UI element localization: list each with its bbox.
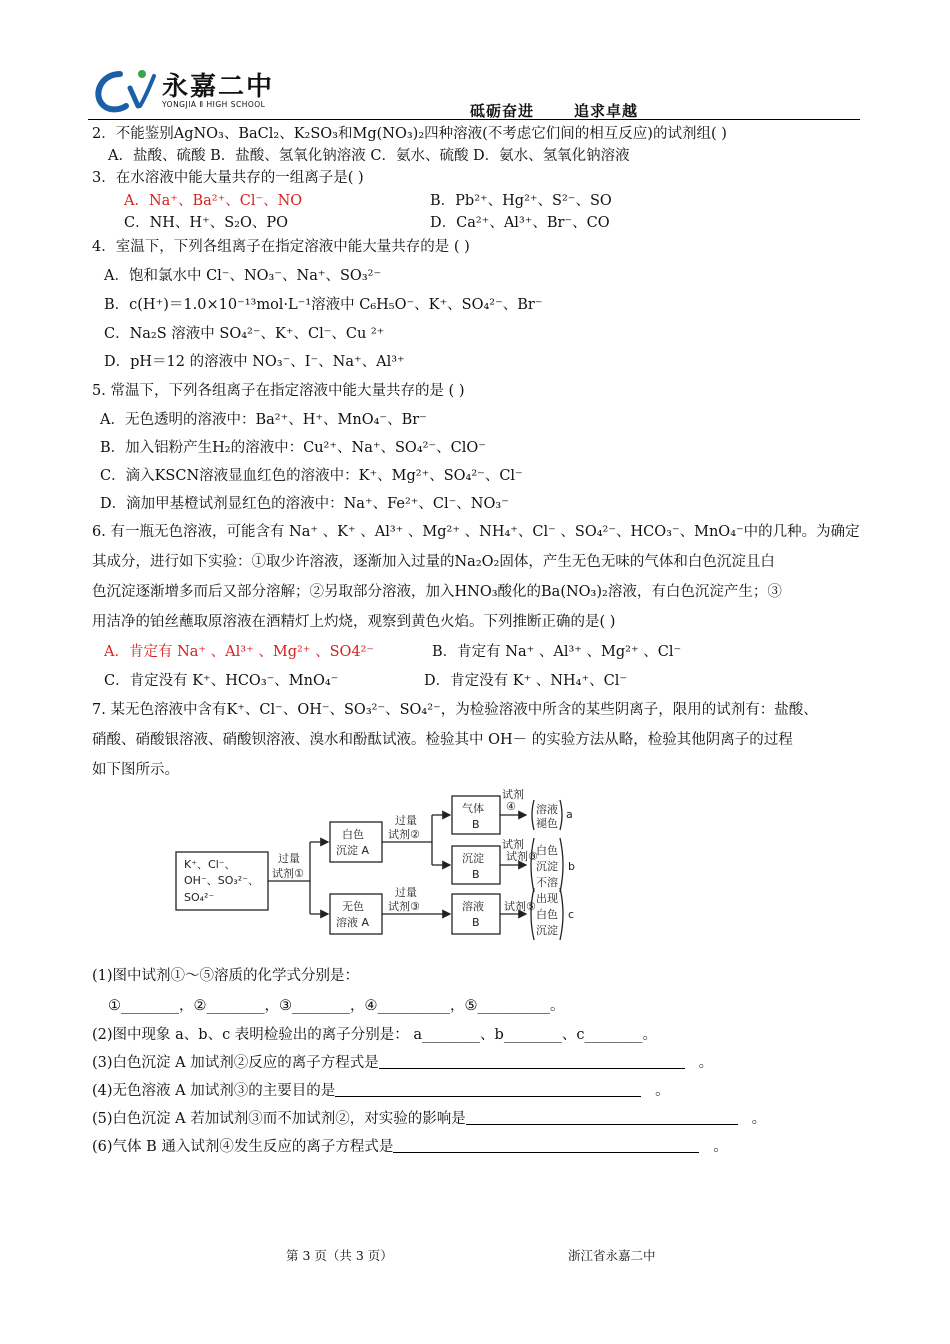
reagent-b-label-a: 试剂 <box>502 838 524 851</box>
answer-blank-3[interactable] <box>379 1054 685 1069</box>
q7-part-3 <box>92 1053 713 1073</box>
q5-option-d: D．滴加甲基橙试剂显红色的溶液中：Na⁺、Fe²⁺、Cl⁻、NO₃⁻ <box>100 496 509 512</box>
reagent-b-label-b: 试剂③ <box>506 850 538 863</box>
start-ions-2: OH⁻、SO₃²⁻、 <box>184 874 260 887</box>
answer-blank-4[interactable] <box>335 1082 641 1097</box>
colorless-a-2: 溶液 A <box>336 916 370 929</box>
q7-part-1-blanks: ①________，②________，③________，④__________，⑤__________。 <box>108 998 565 1014</box>
end-mark-6: 。 <box>713 1139 728 1155</box>
result-a-1: 溶液 <box>536 803 558 816</box>
q3-option-c: C．NH、H⁺、S₂O、PO <box>124 215 289 231</box>
result-a-2: 褪色 <box>536 817 558 830</box>
q6-option-b: B．肯定有 Na⁺ 、Al³⁺ 、Mg²⁺ 、Cl⁻ <box>432 644 682 660</box>
reagent4-label-b: ④ <box>506 800 516 813</box>
gas-b-1: 气体 <box>462 802 484 815</box>
q3-stem: 3．在水溶液中能大量共存的一组离子是( ) <box>92 170 364 186</box>
q7-part-5 <box>92 1109 766 1129</box>
reagent5-label: 试剂⑤ <box>504 900 536 913</box>
q7-part-6 <box>92 1137 728 1157</box>
reagent4-label-a: 试剂 <box>502 788 524 801</box>
result-c-2: 白色 <box>536 908 558 921</box>
q3-option-a: A．Na⁺、Ba²⁺、Cl⁻、NO <box>124 193 303 209</box>
q5-option-a: A．无色透明的溶液中：Ba²⁺、H⁺、MnO₄⁻、Br⁻ <box>100 412 427 428</box>
start-ions-3: SO₄²⁻ <box>184 891 215 904</box>
white-ppt-a-2: 沉淀 A <box>336 844 370 857</box>
q6-line-2: 其成分，进行如下实验：①取少许溶液，逐渐加入过量的Na₂O₂固体，产生无色无味的气体和白色沉淀且白 <box>92 554 775 570</box>
school-name-cn: 永嘉二中 <box>162 72 275 102</box>
end-mark-4: 。 <box>655 1083 670 1099</box>
ppt-b-1: 沉淀 <box>462 852 484 865</box>
q7-part-4-text: (4)无色溶液 A 加试剂③的主要目的是 <box>92 1083 336 1099</box>
result-b-2: 沉淀 <box>536 860 558 873</box>
q6-line-3: 色沉淀逐渐增多而后又部分溶解；②另取部分溶液，加入HNO₃酸化的Ba(NO₃)₂溶液，有白色沉淀产生；③ <box>92 584 782 600</box>
motto-2: 追求卓越 <box>574 102 639 120</box>
label-b: b <box>568 860 575 873</box>
q6-option-d: D．肯定没有 K⁺ 、NH₄⁺、Cl⁻ <box>424 673 628 689</box>
q4-option-a: A．饱和氯水中 Cl⁻、NO₃⁻、Na⁺、SO₃²⁻ <box>104 268 382 284</box>
q6-option-c: C．肯定没有 K⁺、HCO₃⁻、MnO₄⁻ <box>104 673 339 689</box>
gas-b-2: B <box>472 818 480 831</box>
q5-stem: 5. 常温下，下列各组离子在指定溶液中能大量共存的是 ( ) <box>92 383 465 399</box>
q3-option-d: D．Ca²⁺、Al³⁺、Br⁻、CO <box>430 215 610 231</box>
label-c: c <box>568 908 575 921</box>
school-name-en: YONGJIA Ⅱ HIGH SCHOOL <box>162 100 266 109</box>
q7-line-1: 7. 某无色溶液中含有K⁺、Cl⁻、OH⁻、SO₃²⁻、SO₄²⁻，为检验溶液中所含的某些阴离子，限用的试剂有：盐酸、 <box>92 702 818 718</box>
reagent3-label-a: 过量 <box>395 886 417 899</box>
start-ions-1: K⁺、Cl⁻、 <box>184 858 236 871</box>
answer-blank-5[interactable] <box>466 1110 738 1125</box>
q4-option-c: C．Na₂S 溶液中 SO₄²⁻、K⁺、Cl⁻、Cu ²⁺ <box>104 326 385 342</box>
q7-part-4 <box>92 1081 670 1101</box>
answer-blank-6[interactable] <box>393 1138 699 1153</box>
q7-line-2: 硝酸、硝酸银溶液、硝酸钡溶液、溴水和酚酞试液。检验其中 OH－ 的实验方法从略，检验其他阴离子的过程 <box>92 732 793 748</box>
q6-option-a: A．肯定有 Na⁺ 、Al³⁺ 、Mg²⁺ 、SO4²⁻ <box>104 644 375 660</box>
header-rule <box>88 119 860 120</box>
colorless-a-1: 无色 <box>342 900 364 913</box>
ppt-b-2: B <box>472 868 480 881</box>
result-b-1: 白色 <box>536 844 558 857</box>
sol-b-1: 溶液 <box>462 900 484 913</box>
reagent2-label-a: 过量 <box>395 814 417 827</box>
footer-school: 浙江省永嘉二中 <box>568 1248 656 1263</box>
q7-part-3-text: (3)白色沉淀 A 加试剂②反应的离子方程式是 <box>92 1055 379 1071</box>
q6-line-4: 用洁净的铂丝蘸取原溶液在酒精灯上灼烧，观察到黄色火焰。下列推断正确的是( ) <box>92 614 616 630</box>
q3-option-b: B．Pb²⁺、Hg²⁺、S²⁻、SO <box>430 193 612 209</box>
end-mark-5: 。 <box>751 1111 767 1127</box>
q4-stem: 4．室温下，下列各组离子在指定溶液中能大量共存的是 ( ) <box>92 239 470 255</box>
result-c-3: 沉淀 <box>536 924 558 937</box>
q2-stem: 2．不能鉴别AgNO₃、BaCl₂、K₂SO₃和Mg(NO₃)₂四种溶液(不考虑它们间的相互反应)的试剂组( ) <box>92 126 727 142</box>
reagent2-label-b: 试剂② <box>388 828 420 841</box>
footer-page: 第 3 页（共 3 页） <box>286 1248 393 1263</box>
white-ppt-a-1: 白色 <box>342 828 364 841</box>
q7-part-6-text: (6)气体 B 通入试剂④发生反应的离子方程式是 <box>92 1139 394 1155</box>
q7-line-3: 如下图所示。 <box>92 762 179 778</box>
q4-option-b: B．c(H⁺)＝1.0×10⁻¹³mol·L⁻¹溶液中 C₆H₅O⁻、K⁺、SO₄²⁻、Br⁻ <box>104 297 543 313</box>
q7-part-5-text: (5)白色沉淀 A 若加试剂③而不加试剂②，对实验的影响是 <box>92 1111 466 1127</box>
result-b-3: 不溶 <box>536 876 558 889</box>
label-a: a <box>566 808 573 821</box>
q6-line-1: 6. 有一瓶无色溶液，可能含有 Na⁺ 、K⁺ 、Al³⁺ 、Mg²⁺ 、NH₄⁺、Cl⁻ 、SO₄²⁻、HCO₃⁻、MnO₄⁻中的几种。为确定 <box>92 524 860 540</box>
result-c-1: 出现 <box>536 892 558 905</box>
motto-1: 砥砺奋进 <box>470 102 535 120</box>
q2-options: A．盐酸、硫酸 B．盐酸、氢氧化钠溶液 C．氨水、硫酸 D．氨水、氢氧化钠溶液 <box>108 148 630 164</box>
q7-part-1: (1)图中试剂①～⑤溶质的化学式分别是： <box>92 968 360 984</box>
sol-b-2: B <box>472 916 480 929</box>
reagent1-label-b: 试剂① <box>272 867 304 880</box>
reagent1-label-a: 过量 <box>278 852 300 865</box>
q4-option-d: D．pH＝12 的溶液中 NO₃⁻、I⁻、Na⁺、Al³⁺ <box>104 354 405 370</box>
q7-part-2: (2)图中现象 a、b、c 表明检验出的离子分别是： a________、b________、c________。 <box>92 1027 657 1043</box>
q5-option-b: B．加入铝粉产生H₂的溶液中：Cu²⁺、Na⁺、SO₄²⁻、ClO⁻ <box>100 440 486 456</box>
flow-diagram <box>170 788 600 948</box>
end-mark-3: 。 <box>698 1055 714 1071</box>
reagent3-label-b: 试剂③ <box>388 900 420 913</box>
q5-option-c: C．滴入KSCN溶液显血红色的溶液中：K⁺、Mg²⁺、SO₄²⁻、Cl⁻ <box>100 468 523 484</box>
